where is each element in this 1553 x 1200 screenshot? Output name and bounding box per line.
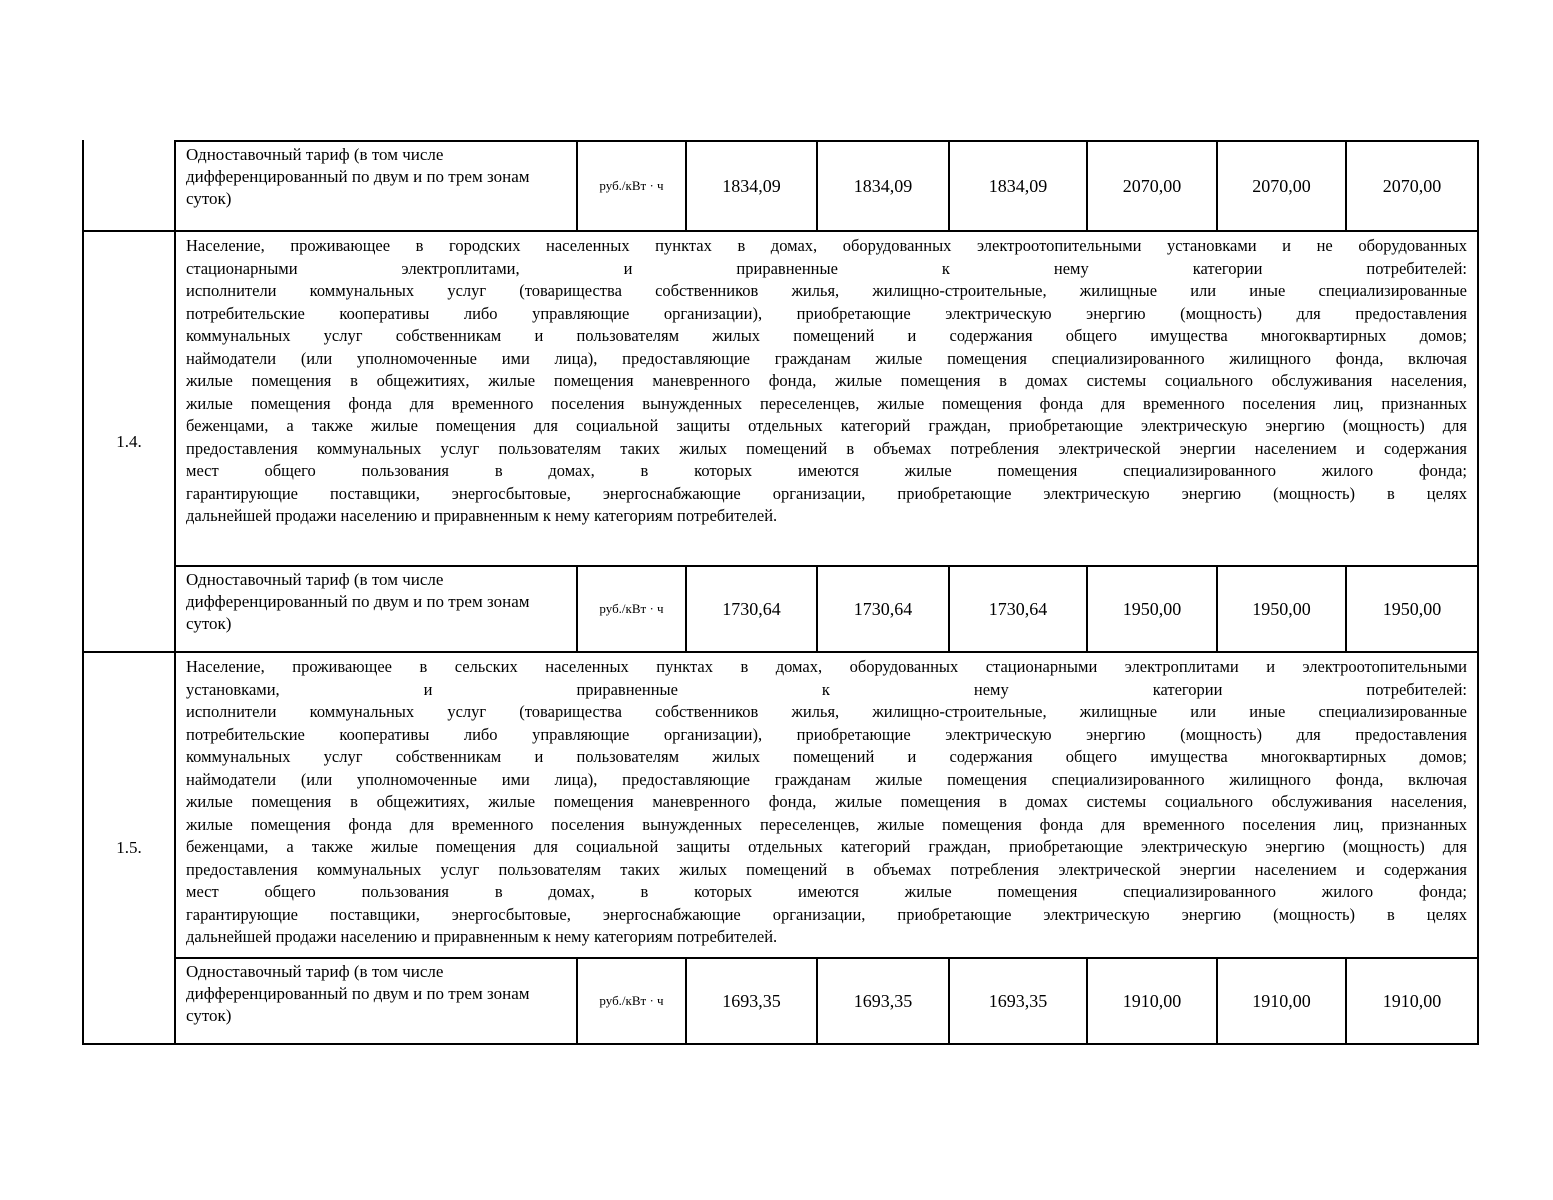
tariff-value: 1693,35 [818, 959, 950, 1043]
description-line: дальнейшей продажи населению и приравненным к нему категориям потребителей. [186, 927, 778, 946]
row-number: 1.4. [84, 230, 176, 651]
tariff-value: 1910,00 [1088, 959, 1218, 1043]
description-line: беженцами, а также жилые помещения для социальной защиты отдельных категорий граждан, приобретающие электрическую энергию (мощность) для [186, 416, 1467, 435]
description-line: наймодатели (или уполномоченные ими лица), предоставляющие гражданам жилые помещения специализированного жилищного фонда, включая [186, 348, 1467, 368]
tariff-name: Одноставочный тариф (в том числе дифференцированный по двум и по трем зонам суток) [176, 142, 578, 230]
description-line: дальнейшей продажи населению и приравненным к нему категориям потребителей. [186, 506, 778, 525]
description-line: жилые помещения в общежитиях, жилые помещения маневренного фонда, жилые помещения в домах системы социального обслуживания населения, [186, 371, 1467, 390]
tariff-value: 1693,35 [950, 959, 1088, 1043]
tariff-value: 2070,00 [1347, 142, 1479, 230]
tariff-row [176, 957, 1479, 1043]
section-1-5 [84, 651, 1479, 1043]
description-line: мест общего пользования в домах, в которых имеются жилые помещения специализированного жилого фонда; [186, 461, 1467, 480]
description-line: беженцами, а также жилые помещения для социальной защиты отдельных категорий граждан, приобретающие электрическую энергию (мощность) для [186, 837, 1467, 856]
description-line: потребительские кооперативы либо управляющие организации), приобретающие электрическую энергию (мощность) для предоставления [186, 303, 1467, 323]
description-line: исполнители коммунальных услуг (товарищества собственников жилья, жилищно-строительные, жилищные или иные специализированные [186, 702, 1467, 721]
tariff-value: 1693,35 [687, 959, 818, 1043]
tariff-value: 1730,64 [818, 567, 950, 651]
description-line: стационарными электроплитами, и приравненные к нему категории потребителей: [186, 258, 1467, 278]
tariff-value: 1950,00 [1347, 567, 1479, 651]
row-number: 1.5. [84, 651, 176, 1043]
description-line: исполнители коммунальных услуг (товарищества собственников жилья, жилищно-строительные, жилищные или иные специализированные [186, 281, 1467, 300]
tariff-row [176, 140, 1479, 230]
tariff-unit: руб./кВт · ч [578, 567, 687, 651]
section-content [176, 230, 1479, 651]
section-1-4 [84, 230, 1479, 651]
description-line: жилые помещения фонда для временного поселения вынужденных переселенцев, жилые помещения фонда для временного поселения лиц, признанных [186, 393, 1467, 413]
tariff-value: 1730,64 [687, 567, 818, 651]
description-line: предоставления коммунальных услуг пользователям таких жилых помещений в объемах потребления электрической энергии населением и содержания [186, 859, 1467, 879]
tariff-value: 1834,09 [818, 142, 950, 230]
section-content [176, 140, 1479, 230]
tariff-unit: руб./кВт · ч [578, 142, 687, 230]
tariff-value: 1730,64 [950, 567, 1088, 651]
tariff-value: 1950,00 [1088, 567, 1218, 651]
description-line: Население, проживающее в городских населенных пунктах в домах, оборудованных электроотопительными установками и не оборудованных [186, 236, 1467, 255]
tariff-value: 1910,00 [1347, 959, 1479, 1043]
description-line: жилые помещения в общежитиях, жилые помещения маневренного фонда, жилые помещения в домах системы социального обслуживания населения, [186, 792, 1467, 811]
category-description [176, 230, 1479, 565]
tariff-value: 2070,00 [1218, 142, 1347, 230]
tariff-row [176, 565, 1479, 651]
section-content [176, 651, 1479, 1043]
description-line: жилые помещения фонда для временного поселения вынужденных переселенцев, жилые помещения фонда для временного поселения лиц, признанных [186, 814, 1467, 834]
description-line: наймодатели (или уполномоченные ими лица), предоставляющие гражданам жилые помещения специализированного жилищного фонда, включая [186, 769, 1467, 789]
description-line: гарантирующие поставщики, энергосбытовые, энергоснабжающие организации, приобретающие электрическую энергию (мощность) в целях [186, 483, 1467, 503]
description-line: мест общего пользования в домах, в которых имеются жилые помещения специализированного жилого фонда; [186, 882, 1467, 901]
description-line: гарантирующие поставщики, энергосбытовые, энергоснабжающие организации, приобретающие электрическую энергию (мощность) в целях [186, 904, 1467, 924]
tariff-name: Одноставочный тариф (в том числе дифференцированный по двум и по трем зонам суток) [176, 567, 578, 651]
tariff-value: 2070,00 [1088, 142, 1218, 230]
tariff-value: 1910,00 [1218, 959, 1347, 1043]
description-line: коммунальных услуг собственникам и пользователям жилых помещений и содержания общего имущества многоквартирных домов; [186, 747, 1467, 766]
tariff-name: Одноставочный тариф (в том числе дифференцированный по двум и по трем зонам суток) [176, 959, 578, 1043]
tariff-value: 1834,09 [950, 142, 1088, 230]
tariff-unit: руб./кВт · ч [578, 959, 687, 1043]
tariff-value: 1834,09 [687, 142, 818, 230]
section-continuation [84, 140, 1479, 230]
description-line: Население, проживающее в сельских населенных пунктах в домах, оборудованных стационарными электроплитами и электроотопительными [186, 657, 1467, 676]
tariff-value: 1950,00 [1218, 567, 1347, 651]
category-description [176, 651, 1479, 957]
description-line: предоставления коммунальных услуг пользователям таких жилых помещений в объемах потребления электрической энергии населением и содержания [186, 438, 1467, 458]
row-number-cell [84, 140, 176, 230]
description-line: коммунальных услуг собственникам и пользователям жилых помещений и содержания общего имущества многоквартирных домов; [186, 326, 1467, 345]
tariff-table [82, 140, 1479, 1045]
description-line: установками, и приравненные к нему категории потребителей: [186, 679, 1467, 699]
description-line: потребительские кооперативы либо управляющие организации), приобретающие электрическую энергию (мощность) для предоставления [186, 724, 1467, 744]
